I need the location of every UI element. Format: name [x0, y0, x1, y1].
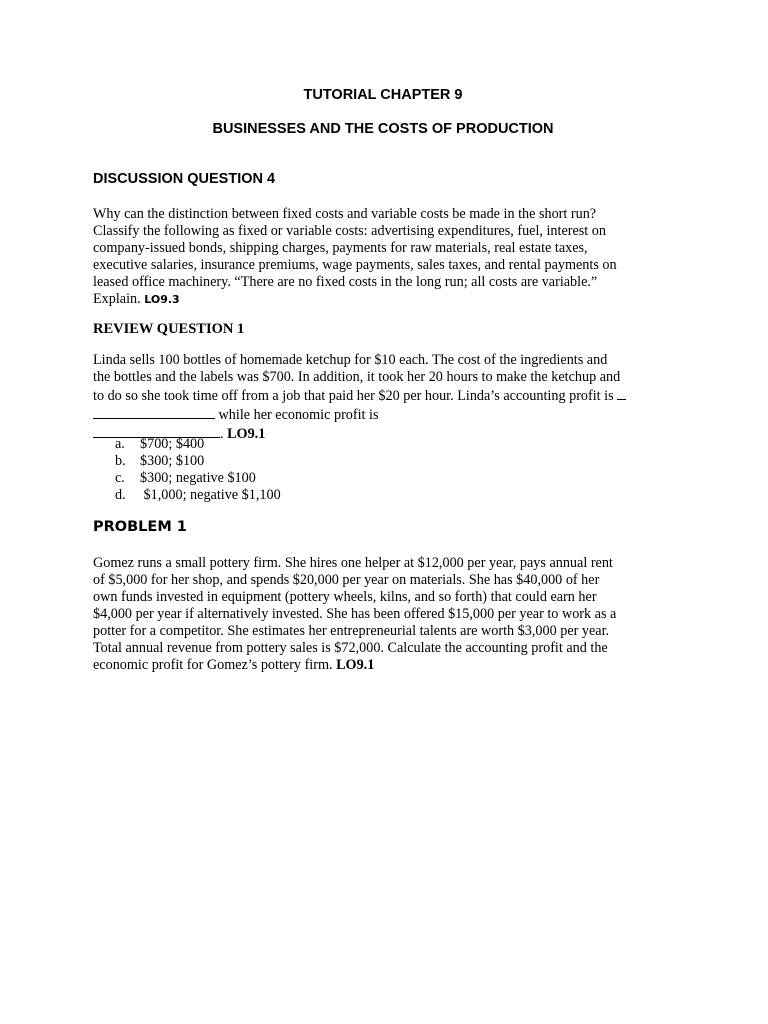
problem-line: [93, 657, 673, 674]
option-letter: d.: [115, 487, 126, 503]
option-text: $300; $100: [140, 453, 205, 469]
discussion-line: leased office machinery. “There are no fixed costs in the long run; all costs are variable.”: [93, 274, 598, 290]
answer-blank: [93, 405, 215, 419]
review-line: . LO9.1: [93, 424, 673, 443]
discussion-heading: DISCUSSION QUESTION 4: [93, 171, 276, 187]
problem-paragraph: [93, 555, 673, 674]
review-line-text: to do so she took time off from a job that paid her $20 per hour. Linda’s accounting profit is: [93, 388, 614, 404]
option-letter: b.: [115, 453, 126, 469]
answer-option: [93, 470, 673, 487]
option-text: $700; $400: [140, 436, 205, 452]
review-paragraph: [93, 352, 673, 443]
problem-last-text: economic profit for Gomez’s pottery firm.: [93, 657, 333, 673]
discussion-line: Classify the following as fixed or variable costs: advertising expenditures, fuel, interest on: [93, 223, 606, 239]
answer-options: [93, 436, 673, 504]
problem-line: own funds invested in equipment (pottery wheels, kilns, and so forth) that could earn her: [93, 589, 597, 605]
review-line: Linda sells 100 bottles of homemade ketchup for $10 each. The cost of the ingredients and: [93, 352, 608, 368]
learning-objective-tag: LO9.3: [144, 293, 180, 306]
discussion-last-text: Explain.: [93, 291, 141, 307]
problem-line: Gomez runs a small pottery firm. She hires one helper at $12,000 per year, pays annual rent: [93, 555, 613, 571]
problem-line: $4,000 per year if alternatively invested. She has been offered $15,000 per year to work as a: [93, 606, 617, 622]
review-line: the bottles and the labels was $700. In addition, it took her 20 hours to make the ketchup and: [93, 369, 621, 385]
answer-option: [93, 436, 673, 453]
problem-line: potter for a competitor. She estimates her entrepreneurial talents are worth $3,000 per year.: [93, 623, 610, 639]
review-line: [93, 405, 673, 424]
discussion-line: Why can the distinction between fixed costs and variable costs be made in the short run?: [93, 206, 597, 222]
option-letter: a.: [115, 436, 125, 452]
problem-heading: PROBLEM 1: [93, 519, 187, 535]
answer-blank: [617, 386, 626, 400]
answer-option: [93, 487, 673, 504]
discussion-line: [93, 291, 673, 308]
discussion-line: executive salaries, insurance premiums, wage payments, sales taxes, and rental payments on: [93, 257, 617, 273]
learning-objective-tag: LO9.1: [227, 426, 266, 442]
chapter-subtitle: BUSINESSES AND THE COSTS OF PRODUCTION: [212, 121, 554, 137]
discussion-line: company-issued bonds, shipping charges, payments for raw materials, real estate taxes,: [93, 240, 588, 256]
chapter-title: TUTORIAL CHAPTER 9: [303, 87, 463, 103]
problem-line: Total annual revenue from pottery sales is $72,000. Calculate the accounting profit and the: [93, 640, 608, 656]
option-text: $300; negative $100: [140, 470, 256, 486]
option-letter: c.: [115, 470, 125, 486]
option-text: $1,000; negative $1,100: [140, 487, 281, 503]
discussion-paragraph: [93, 206, 673, 308]
review-mid-text: while her economic profit is: [215, 407, 379, 423]
learning-objective-tag: LO9.1: [336, 657, 375, 673]
review-heading: REVIEW QUESTION 1: [93, 321, 245, 337]
answer-option: [93, 453, 673, 470]
review-line: [93, 386, 673, 405]
problem-line: of $5,000 for her shop, and spends $20,000 per year on materials. She has $40,000 of her: [93, 572, 600, 588]
